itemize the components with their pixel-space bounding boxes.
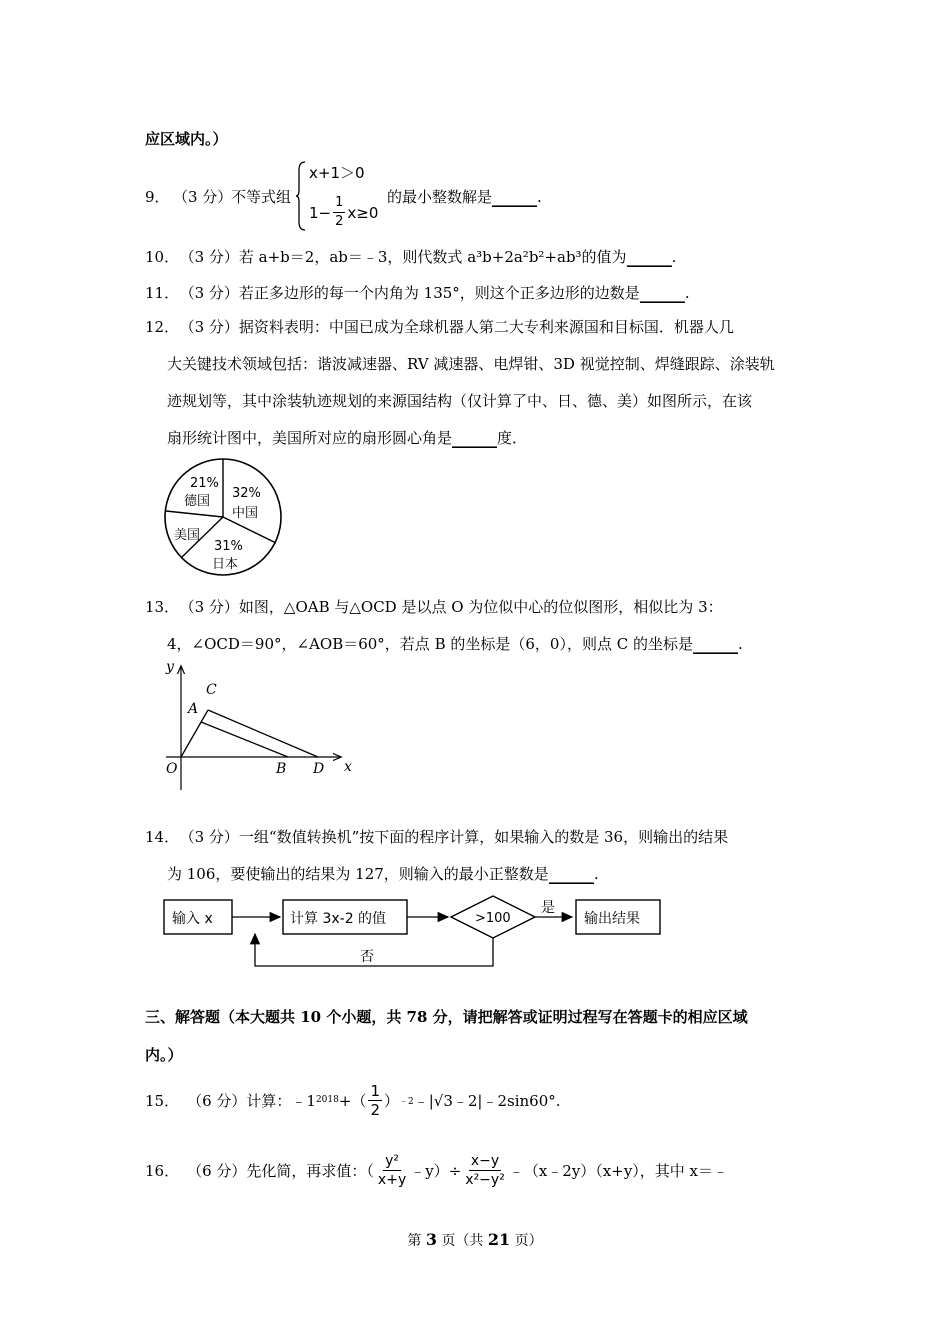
axis-label-y: y (166, 659, 174, 675)
pie-label-japan-value: 31% (214, 539, 243, 554)
question-12-line-3: 迹规划等，其中涂装轨迹规划的来源国结构（仅计算了中、日、德、美）如图所示，在该 (167, 392, 753, 410)
question-14: 14． （3 分）一组“数值转换机”按下面的程序计算，如果输入的数是 36，则输出的结果 (145, 828, 729, 846)
point-label-C: C (206, 682, 217, 698)
question-13-line-2: 4，∠OCD＝90°，∠AOB＝60°，若点 B 的坐标是（6，0），则点 C 的坐标是______. (167, 635, 743, 653)
question-11: 11． （3 分）若正多边形的每一个内角为 135°，则这个正多边形的边数是______. (145, 284, 690, 302)
answer-blank[interactable]: ______ (452, 429, 498, 447)
flow-condition-label: >100 (475, 911, 511, 926)
axis-label-x: x (344, 759, 352, 775)
section-header-continuation: 应区域内。） (145, 130, 228, 148)
question-12-line-4: 扇形统计图中，美国所对应的扇形圆心角是______度． (167, 429, 528, 447)
question-13: 13． （3 分）如图，△OAB 与△OCD 是以点 O 为位似中心的位似图形，相似比为 3： (145, 598, 723, 616)
section-3-header: 三、解答题（本大题共 10 个小题，共 78 分，请把解答或证明过程写在答题卡的相应区域 (145, 1008, 748, 1026)
flow-output-label: 输出结果 (584, 911, 640, 927)
point-label-D: D (313, 761, 325, 777)
flow-compute-label: 计算 3x-2 的值 (290, 911, 387, 927)
segment-AB (201, 722, 288, 757)
question-number: 9． (145, 188, 170, 206)
question-12-line-2: 大关键技术领域包括：谐波减速器、RV 减速器、电焊钳、3D 视觉控制、焊缝跟踪、涂装轨 (167, 355, 775, 373)
inequality-1: x+1＞0 (309, 164, 365, 182)
point-label-B: B (276, 761, 287, 777)
flow-arrow-no (255, 934, 493, 966)
answer-blank[interactable]: ______ (626, 248, 672, 266)
question-14-line-2: 为 106，要使输出的结果为 127，则输入的最小正整数是______. (167, 865, 599, 883)
segment-OC (181, 710, 208, 757)
section-3-header-cont: 内。） (145, 1046, 183, 1064)
pie-label-usa: 美国 (174, 528, 201, 543)
segment-CD (208, 710, 318, 757)
pie-label-germany: 德国 (184, 494, 211, 509)
question-9 (145, 160, 795, 232)
pie-label-japan: 日本 (212, 557, 239, 572)
question-12: 12． （3 分）据资料表明：中国已成为全球机器人第二大专利来源国和目标国．机器人几 (145, 318, 734, 336)
page-total: 21 (487, 1230, 511, 1249)
question-15: 15． （6 分） 计算：﹣1 2018 +（ $\frac{1}{2}$ ） ﹣2 ﹣|√3﹣2|﹣2sin60°. (145, 1081, 561, 1119)
brace-icon (295, 160, 307, 232)
pie-chart (160, 455, 290, 581)
question-points: （3 分） (173, 188, 233, 206)
page-footer: 第 3 页（共 21 页） (407, 1230, 543, 1249)
pie-label-germany-value: 21% (190, 476, 219, 491)
inequality-2: 1− $\frac{1}{2}$ x≥0 (309, 195, 379, 229)
question-10: 10． （3 分）若 a+b＝2，ab＝﹣3，则代数式 a³b+2a²b²+ab³的值为______. (145, 248, 677, 266)
flow-input-label: 输入 x (172, 911, 213, 927)
answer-blank[interactable]: ______ (492, 188, 538, 206)
similar-triangles-figure (158, 655, 368, 795)
flow-yes-label: 是 (541, 900, 555, 916)
pie-label-china: 中国 (232, 506, 259, 521)
answer-blank[interactable]: ______ (548, 865, 594, 883)
flowchart (160, 890, 665, 970)
question-text-tail: 的最小整数解是______. (387, 188, 542, 206)
pie-label-china-value: 32% (232, 486, 261, 501)
flow-no-label: 否 (360, 949, 374, 965)
answer-blank[interactable]: ______ (639, 284, 685, 302)
pie-divider-usa-germany (166, 511, 223, 517)
point-label-O: O (166, 761, 178, 777)
point-label-A: A (188, 701, 199, 717)
question-16: 16． （6 分） 先化简，再求值：（ $\frac{\text{y²}}{x+y}$ ﹣y）÷ $\frac{x-y}{\text{x²−y²}}$ ﹣（x﹣2y）（x+y），其中 x＝﹣ (145, 1152, 729, 1188)
answer-blank[interactable]: ______ (692, 635, 738, 653)
page-number: 3 (425, 1230, 437, 1249)
question-text: 不等式组 (231, 188, 292, 206)
